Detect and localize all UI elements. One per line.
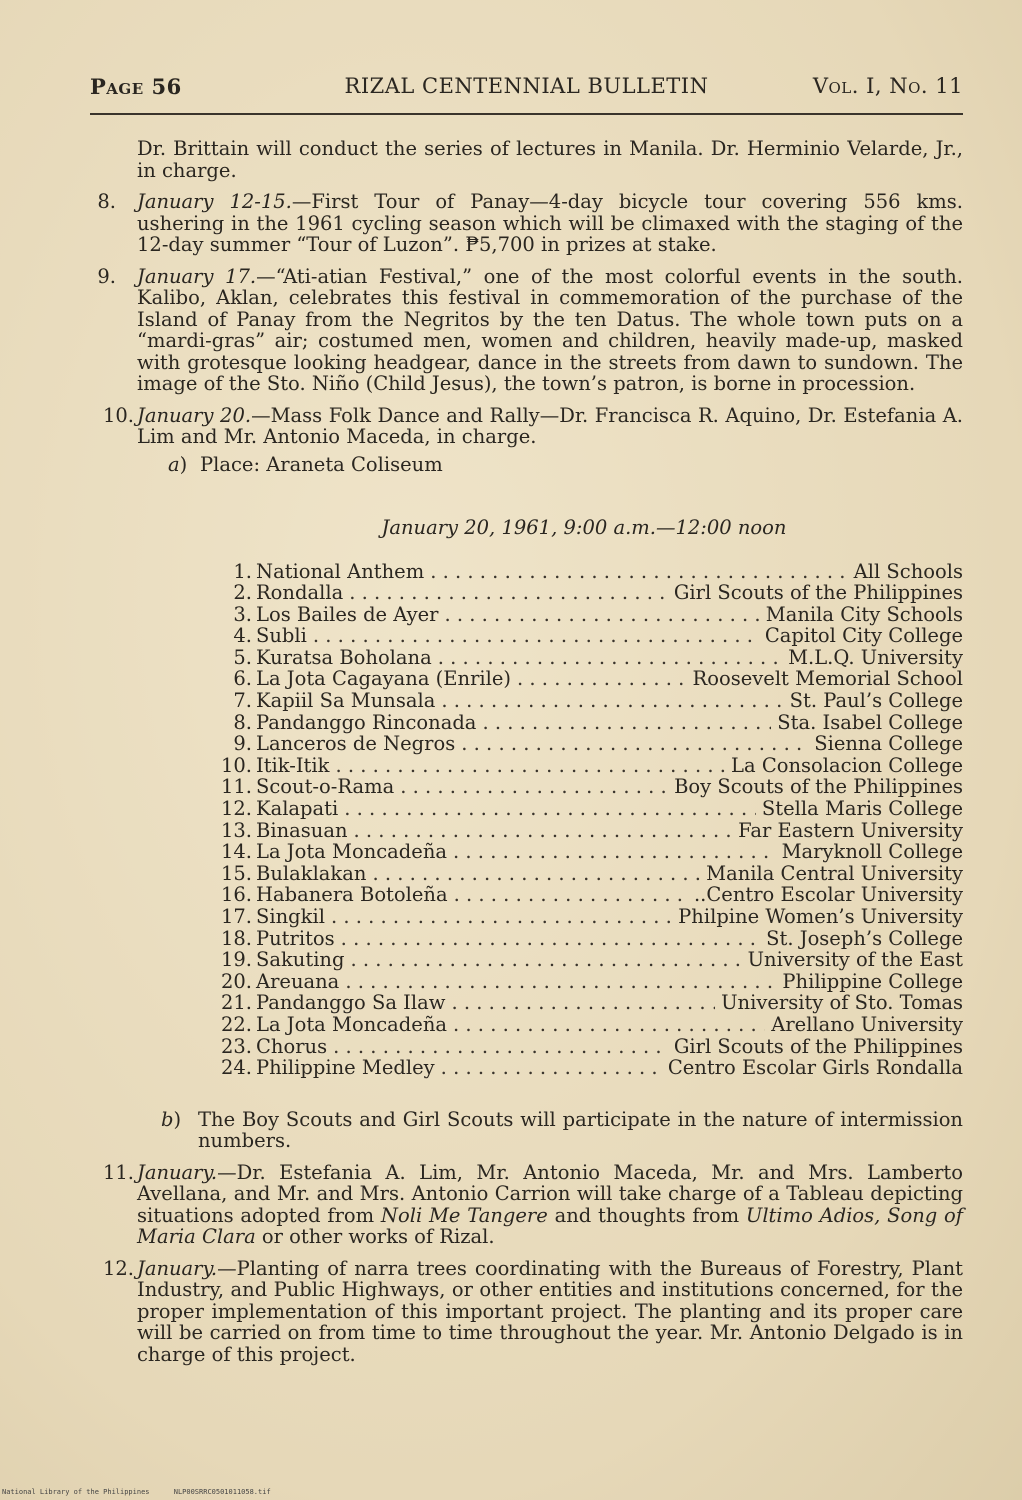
performing-school: Manila Central University bbox=[706, 861, 963, 885]
program-row bbox=[212, 561, 963, 583]
program-number: 4. bbox=[233, 624, 252, 648]
item-text: —Dr. Estefania A. Lim, Mr. Antonio Maceda, Mr. and Mrs. Lamberto Avellana, and Mr. and Mrs. Antonio Carrion will take charge of a Tableau depicting situations adopted from bbox=[137, 1160, 963, 1227]
performing-school: Roosevelt Memorial School bbox=[692, 667, 963, 691]
leader-dots bbox=[517, 668, 687, 690]
leader-dots bbox=[438, 647, 782, 669]
leader-dots bbox=[482, 712, 771, 734]
leader-dots bbox=[335, 755, 725, 777]
dance-name: Los Bailes de Ayer bbox=[256, 602, 439, 626]
item-title: Noli Me Tangere bbox=[380, 1203, 548, 1227]
leader-dots bbox=[453, 1014, 765, 1036]
dance-name: Singkil bbox=[256, 905, 325, 928]
leader-dots bbox=[333, 1036, 668, 1058]
performing-school: Boy Scouts of the Philippines bbox=[674, 775, 963, 799]
performing-school: Girl Scouts of the Philippines bbox=[673, 1034, 963, 1058]
list-item bbox=[90, 405, 963, 448]
item-number: 12. bbox=[102, 1256, 134, 1280]
dance-name: Kalapati bbox=[256, 797, 339, 821]
sub-item-label: a bbox=[168, 452, 180, 476]
dance-name: Chorus bbox=[256, 1034, 328, 1058]
program-row bbox=[212, 971, 963, 993]
item-text: —“Ati-atian Festival,” one of the most colorful events in the south. Kalibo, Aklan, celebrates this festival in commemoration of the purchase of the Island of Panay from the Negritos by the ten Datus. The whole town puts on a “mardi-gras” air; costumed men, women and children, heavily made-up, masked with grotesque looking headgear, dance in the streets from dawn to sundown. The image of the Sto. Niño (Child Jesus), the town’s patron, is borne in procession. bbox=[137, 264, 964, 395]
dance-name: La Jota Moncadeña bbox=[256, 840, 448, 864]
performing-school: St. Joseph’s College bbox=[766, 926, 963, 950]
program-number: 16. bbox=[220, 883, 252, 907]
performing-school: M.L.Q. University bbox=[788, 645, 963, 669]
publication-title: RIZAL CENTENNIAL BULLETIN bbox=[344, 74, 709, 98]
page-header bbox=[90, 74, 963, 104]
program-number: 5. bbox=[233, 645, 252, 669]
list-item bbox=[90, 191, 963, 256]
performing-school: Manila City Schools bbox=[765, 602, 963, 626]
dance-name: Subli bbox=[256, 624, 307, 648]
leader-dots bbox=[349, 582, 668, 604]
program-number: 15. bbox=[220, 861, 252, 885]
program-row bbox=[212, 884, 963, 906]
program-number: 7. bbox=[233, 689, 252, 713]
performing-school: Arellano University bbox=[771, 1012, 963, 1036]
program-number: 3. bbox=[233, 602, 252, 626]
program-row bbox=[212, 733, 963, 755]
program-number: 13. bbox=[220, 818, 252, 842]
list-item: 11. January.—Dr. Estefania A. Lim, Mr. Antonio Maceda, Mr. and Mrs. Lamberto Avellana, and Mr. and Mrs. Antonio Carrion will take charge of a Tableau depicting situations adopted from Noli Me Tangere and thoughts from Ultimo Adios, Song of Maria Clara or other works of Rizal. bbox=[90, 1162, 963, 1248]
leader-dots bbox=[441, 1057, 662, 1079]
dance-name: Scout-o-Rama bbox=[256, 775, 395, 799]
page-number: Page 56 bbox=[90, 74, 182, 99]
leader-dots bbox=[354, 820, 733, 842]
performing-school: All Schools bbox=[853, 559, 963, 583]
program-row bbox=[212, 949, 963, 971]
program-number: 18. bbox=[220, 926, 252, 950]
item-title: Ultimo Adios, Song of Maria Clara bbox=[137, 1203, 964, 1249]
dance-name: Habanera Botoleña bbox=[256, 883, 448, 907]
program-number: 2. bbox=[233, 581, 252, 605]
program-number: 21. bbox=[220, 991, 252, 1015]
program-number: 8. bbox=[233, 710, 252, 734]
program-row bbox=[212, 820, 963, 842]
dance-name: La Jota Moncadeña bbox=[256, 1012, 448, 1036]
program-row bbox=[212, 755, 963, 777]
leader-dots bbox=[344, 798, 756, 820]
program-row bbox=[212, 604, 963, 626]
dance-name: Pandanggo Rinconada bbox=[256, 710, 477, 734]
program-number: 12. bbox=[220, 797, 252, 821]
performing-school: Maryknoll College bbox=[781, 840, 963, 864]
program-number: 14. bbox=[220, 840, 252, 864]
dance-name: Pandanggo Sa Ilaw bbox=[256, 991, 446, 1015]
dance-name: Itik-Itik bbox=[256, 753, 330, 777]
leader-dots bbox=[430, 561, 847, 583]
leader-dots bbox=[331, 906, 672, 928]
dance-name: Philippine Medley bbox=[256, 1056, 435, 1080]
item-number: 8. bbox=[97, 190, 116, 213]
schedule-heading: January 20, 1961, 9:00 a.m.—12:00 noon bbox=[381, 516, 787, 539]
program-number: 6. bbox=[233, 667, 252, 691]
leader-dots bbox=[441, 690, 783, 712]
library-credit: National Library of the Philippines bbox=[2, 1488, 150, 1496]
program-number: 17. bbox=[220, 905, 252, 928]
leader-dots bbox=[451, 992, 715, 1014]
program-row bbox=[212, 776, 963, 798]
item-date: January 20. bbox=[137, 403, 252, 427]
performing-school: Centro Escolar Girls Rondalla bbox=[667, 1056, 963, 1080]
program-row bbox=[212, 625, 963, 647]
dance-name: Bulaklakan bbox=[256, 861, 367, 885]
program-number: 22. bbox=[220, 1012, 252, 1036]
program-list bbox=[212, 561, 963, 1079]
program-row bbox=[212, 906, 963, 928]
program-row bbox=[212, 928, 963, 950]
dance-name: Rondalla bbox=[256, 581, 344, 605]
performing-school: Stella Maris College bbox=[761, 797, 963, 821]
leader-dots bbox=[345, 971, 776, 993]
scan-filename: NLP00SRRC0501011058.tif bbox=[173, 1488, 271, 1496]
program-number: 9. bbox=[233, 732, 252, 756]
list-item bbox=[90, 1258, 963, 1366]
program-row bbox=[212, 690, 963, 712]
item-date: January. bbox=[137, 1256, 218, 1280]
dance-name: Sakuting bbox=[256, 948, 345, 972]
leader-dots bbox=[400, 776, 668, 798]
performing-school: St. Paul’s College bbox=[789, 689, 963, 713]
leader-dots bbox=[461, 733, 808, 755]
program-number: 19. bbox=[220, 948, 252, 972]
performing-school: Sta. Isabel College bbox=[777, 710, 963, 734]
dance-name: Kapiil Sa Munsala bbox=[256, 689, 436, 713]
performing-school: Sienna College bbox=[814, 732, 963, 756]
dance-name: La Jota Cagayana (Enrile) bbox=[256, 667, 512, 691]
item-date: January 17. bbox=[137, 264, 257, 288]
continued-paragraph: Dr. Brittain will conduct the series of lectures in Manila. Dr. Herminio Velarde, Jr., in charge. bbox=[137, 137, 963, 182]
item-number: 11. bbox=[102, 1160, 134, 1184]
scan-footer bbox=[2, 1488, 291, 1496]
program-number: 1. bbox=[233, 559, 252, 583]
leader-dots bbox=[372, 863, 700, 885]
sub-item-note: b) The Boy Scouts and Girl Scouts will participate in the nature of intermission numbers. bbox=[161, 1107, 963, 1153]
program-row bbox=[212, 712, 963, 734]
dance-name: Areuana bbox=[256, 969, 340, 993]
leader-dots bbox=[444, 604, 759, 626]
program-row bbox=[212, 863, 963, 885]
program-row bbox=[212, 647, 963, 669]
program-row bbox=[212, 992, 963, 1014]
item-text: —Mass Folk Dance and Rally—Dr. Francisca R. Aquino, Dr. Estefania A. Lim and Mr. Antonio Maceda, in charge. bbox=[137, 403, 963, 448]
program-number: 24. bbox=[220, 1056, 252, 1080]
page-body bbox=[90, 138, 963, 1375]
program-number: 10. bbox=[220, 753, 252, 777]
performing-school: Philippine College bbox=[782, 969, 963, 993]
program-row bbox=[212, 668, 963, 690]
header-rule bbox=[90, 113, 963, 115]
sub-item-label: b bbox=[161, 1107, 174, 1131]
program-row bbox=[212, 1036, 963, 1058]
item-text: —First Tour of Panay—4-day bicycle tour covering 556 kms. ushering in the 1961 cycling season which will be climaxed with the staging of the 12-day summer “Tour of Luzon”. ₱5,700 in prizes at stake. bbox=[137, 190, 963, 256]
program-row bbox=[212, 1057, 963, 1079]
item-date: January 12-15. bbox=[137, 190, 292, 213]
sub-item-place: a) Place: Araneta Coliseum bbox=[168, 452, 443, 476]
performing-school: Capitol City College bbox=[764, 624, 963, 648]
leader-dots bbox=[453, 841, 776, 863]
program-row bbox=[212, 798, 963, 820]
dance-name: Putritos bbox=[256, 926, 335, 950]
leader-dots bbox=[350, 949, 741, 971]
dance-name: Binasuan bbox=[256, 818, 348, 842]
program-row bbox=[212, 582, 963, 604]
sub-item-text: The Boy Scouts and Girl Scouts will participate in the nature of intermission numbers. bbox=[198, 1107, 963, 1153]
performing-school: ..Centro Escolar University bbox=[693, 883, 963, 907]
dance-name: Lanceros de Negros bbox=[256, 732, 456, 756]
dance-name: Kuratsa Boholana bbox=[256, 645, 432, 669]
dance-name: National Anthem bbox=[256, 559, 425, 583]
program-row bbox=[212, 1014, 963, 1036]
leader-dots bbox=[313, 625, 759, 647]
leader-dots bbox=[454, 884, 688, 906]
volume-number: Vol. I, No. 11 bbox=[812, 74, 963, 98]
performing-school: Girl Scouts of the Philippines bbox=[673, 581, 963, 605]
program-number: 20. bbox=[220, 969, 252, 993]
program-number: 23. bbox=[220, 1034, 252, 1058]
sub-item-text: Place: Araneta Coliseum bbox=[200, 452, 443, 476]
item-date: January. bbox=[137, 1160, 218, 1184]
item-number: 10. bbox=[102, 403, 134, 427]
program-number: 11. bbox=[220, 775, 252, 799]
performing-school: University of the East bbox=[747, 948, 963, 972]
performing-school: La Consolacion College bbox=[731, 753, 963, 777]
performing-school: Philpine Women’s University bbox=[678, 905, 963, 928]
performing-school: University of Sto. Tomas bbox=[721, 991, 963, 1015]
performing-school: Far Eastern University bbox=[738, 818, 963, 842]
list-item bbox=[90, 266, 963, 395]
program-row bbox=[212, 841, 963, 863]
item-text: —Planting of narra trees coordinating with the Bureaus of Forestry, Plant Industry, and Public Highways, or other entities and institutions concerned, for the proper implementation of this important project. The planting and its proper care will be carried on from time to time throughout the year. Mr. Antonio Delgado is in charge of this project. bbox=[137, 1256, 963, 1366]
leader-dots bbox=[341, 928, 760, 950]
item-number: 9. bbox=[97, 264, 116, 288]
